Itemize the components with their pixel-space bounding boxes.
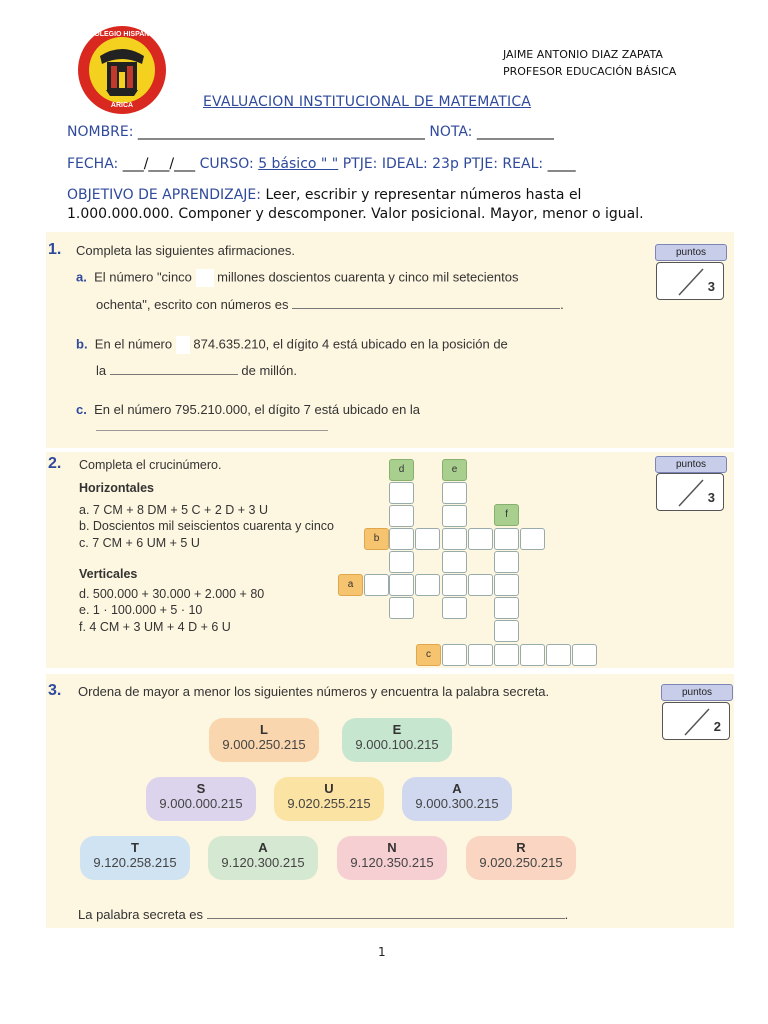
q1-prompt: Completa las siguientes afirmaciones. <box>76 243 295 258</box>
grid-cell[interactable] <box>442 482 467 504</box>
q1b-text-2: 874.635.210, el dígito 4 está ubicado en la posición de <box>193 336 508 352</box>
q1-points-tag: puntos <box>655 244 727 261</box>
q1-points-box[interactable] <box>656 262 724 300</box>
q1c-text: En el número 795.210.000, el dígito 7 está ubicado en la <box>94 402 421 417</box>
grid-cell[interactable] <box>415 528 440 550</box>
number-card-A1 <box>402 777 512 821</box>
card-letter: L <box>260 722 268 737</box>
q1-points-max: 3 <box>707 279 715 294</box>
grid-cell[interactable] <box>468 644 493 666</box>
q2-vertical-e: e. 1 · 100.000 + 5 · 10 <box>79 603 203 617</box>
q2-points-box[interactable] <box>656 473 724 511</box>
nota-label: NOTA: <box>429 124 473 140</box>
nombre-label: NOMBRE: <box>67 124 134 140</box>
grid-cell[interactable] <box>546 644 571 666</box>
q1b-text-1: En el número <box>94 336 173 352</box>
grid-cell[interactable] <box>389 505 414 527</box>
q1a-text-2: millones doscientos cuarenta y cinco mil setecientos <box>217 269 519 285</box>
ptje-real-label: PTJE: REAL: <box>463 156 544 172</box>
q2-number: 2. <box>48 455 62 472</box>
q3-points-tag: puntos <box>661 684 733 701</box>
nombre-field[interactable]: _________________________________________ <box>137 124 425 140</box>
q2-vertical-f: f. 4 CM + 3 UM + 4 D + 6 U <box>79 620 231 634</box>
q2-horizontal-b: b. Doscientos mil seiscientos cuarenta y cinco <box>79 519 334 533</box>
teacher-block <box>503 46 676 80</box>
objective <box>67 186 727 224</box>
q1a-text-3: ochenta", escrito con números es <box>96 297 289 312</box>
fecha-row <box>67 156 576 172</box>
number-card-S <box>146 777 256 821</box>
teacher-role: PROFESOR EDUCACIÓN BÁSICA <box>503 65 677 78</box>
q3-points-box[interactable] <box>662 702 730 740</box>
page-number: 1 <box>378 945 386 959</box>
card-letter: S <box>196 781 206 796</box>
grid-cell[interactable] <box>494 620 519 642</box>
q1a-text-1: El número "cinco <box>94 269 192 285</box>
q1a-blank-box[interactable] <box>196 269 214 287</box>
q1b-blank-box[interactable] <box>176 336 190 354</box>
clue-c: c <box>416 644 441 666</box>
number-card-E <box>342 718 452 762</box>
curso-value: 5 básico " " <box>258 156 339 172</box>
objective-text-2: 1.000.000.000. Componer y descomponer. Valor posicional. Mayor, menor o igual. <box>67 206 644 222</box>
q2-points-max: 3 <box>707 490 715 505</box>
nota-field[interactable]: ___________ <box>476 124 554 140</box>
grid-cell[interactable] <box>494 574 519 596</box>
grid-cell[interactable] <box>389 551 414 573</box>
number-card-A2 <box>208 836 318 880</box>
grid-cell[interactable] <box>389 528 414 550</box>
grid-cell[interactable] <box>389 597 414 619</box>
grid-cell[interactable] <box>442 597 467 619</box>
q1b-text-3: la <box>96 363 107 378</box>
q2-horizontal-c: c. 7 CM + 6 UM + 5 U <box>79 536 200 550</box>
card-value: 9.020.250.215 <box>479 855 563 870</box>
q3-secret-label: La palabra secreta es <box>78 907 204 922</box>
card-value: 9.020.255.215 <box>287 796 371 811</box>
fecha-field[interactable]: ___/___/___ <box>122 156 196 172</box>
q1-number: 1. <box>48 241 62 258</box>
card-letter: U <box>324 781 334 796</box>
q1b-label: b. <box>76 336 88 352</box>
q2-prompt: Completa el crucinúmero. <box>79 458 222 472</box>
curso-label: CURSO: <box>199 156 254 172</box>
q3-secret-answer-line[interactable] <box>207 907 565 919</box>
grid-cell[interactable] <box>494 528 519 550</box>
card-letter: E <box>392 722 402 737</box>
q1b-text-4: de millón. <box>241 363 298 378</box>
grid-cell[interactable] <box>442 644 467 666</box>
card-letter: A <box>452 781 462 796</box>
clue-a: a <box>338 574 363 596</box>
ptje-real-field[interactable]: ____ <box>547 156 576 172</box>
q2-vertical-title: Verticales <box>79 567 138 581</box>
school-logo <box>76 24 168 116</box>
ptje-ideal-value: 23p <box>432 156 459 172</box>
logo-text-bottom: ARICA <box>110 102 134 109</box>
card-letter: T <box>131 840 139 855</box>
q2-horizontal-title: Horizontales <box>79 481 155 495</box>
grid-cell[interactable] <box>415 574 440 596</box>
grid-cell[interactable] <box>442 505 467 527</box>
card-value: 9.000.250.215 <box>222 737 306 752</box>
number-card-T <box>80 836 190 880</box>
number-card-N <box>337 836 447 880</box>
card-value: 9.120.300.215 <box>221 855 305 870</box>
grid-cell[interactable] <box>572 644 597 666</box>
card-letter: A <box>258 840 268 855</box>
grid-cell[interactable] <box>442 528 467 550</box>
card-value: 9.120.350.215 <box>350 855 434 870</box>
logo-text-top: COLEGIO HISPANO <box>89 31 155 38</box>
objective-label: OBJETIVO DE APRENDIZAJE: <box>67 187 261 203</box>
q3-points-max: 2 <box>713 719 721 734</box>
q2-points-tag: puntos <box>655 456 727 473</box>
clue-e: e <box>442 459 467 481</box>
q1a-label: a. <box>76 269 87 285</box>
objective-text-1: Leer, escribir y representar números hasta el <box>265 187 582 203</box>
q1c-label: c. <box>76 402 87 417</box>
exam-title: EVALUACION INSTITUCIONAL DE MATEMATICA <box>203 94 532 110</box>
grid-cell[interactable] <box>389 482 414 504</box>
q1b-answer-line[interactable] <box>110 363 238 375</box>
clue-b: b <box>364 528 389 550</box>
grid-cell[interactable] <box>468 574 493 596</box>
grid-cell[interactable] <box>364 574 389 596</box>
q3-prompt: Ordena de mayor a menor los siguientes números y encuentra la palabra secreta. <box>78 684 550 699</box>
grid-cell[interactable] <box>520 528 545 550</box>
grid-cell[interactable] <box>468 528 493 550</box>
grid-cell[interactable] <box>494 644 519 666</box>
card-letter: N <box>387 840 397 855</box>
number-card-L <box>209 718 319 762</box>
card-value: 9.000.300.215 <box>415 796 499 811</box>
grid-cell[interactable] <box>389 574 414 596</box>
clue-d: d <box>389 459 414 481</box>
teacher-name: JAIME ANTONIO DIAZ ZAPATA <box>503 48 663 61</box>
number-card-R <box>466 836 576 880</box>
clue-f: f <box>494 504 519 526</box>
card-letter: R <box>516 840 526 855</box>
fecha-label: FECHA: <box>67 156 119 172</box>
grid-cell[interactable] <box>442 551 467 573</box>
q1c-answer-line[interactable] <box>96 430 328 431</box>
grid-cell[interactable] <box>494 597 519 619</box>
number-card-U <box>274 777 384 821</box>
card-value: 9.120.258.215 <box>93 855 177 870</box>
q3-number: 3. <box>48 682 62 699</box>
card-value: 9.000.000.215 <box>159 796 243 811</box>
ptje-ideal-label: PTJE: IDEAL: <box>342 156 428 172</box>
q2-vertical-d: d. 500.000 + 30.000 + 2.000 + 80 <box>79 587 265 601</box>
q1a-answer-line[interactable] <box>292 297 560 309</box>
card-value: 9.000.100.215 <box>355 737 439 752</box>
grid-cell[interactable] <box>520 644 545 666</box>
nombre-row <box>67 124 554 140</box>
grid-cell[interactable] <box>442 574 467 596</box>
q2-horizontal-a: a. 7 CM + 8 DM + 5 C + 2 D + 3 U <box>79 503 268 517</box>
grid-cell[interactable] <box>494 551 519 573</box>
